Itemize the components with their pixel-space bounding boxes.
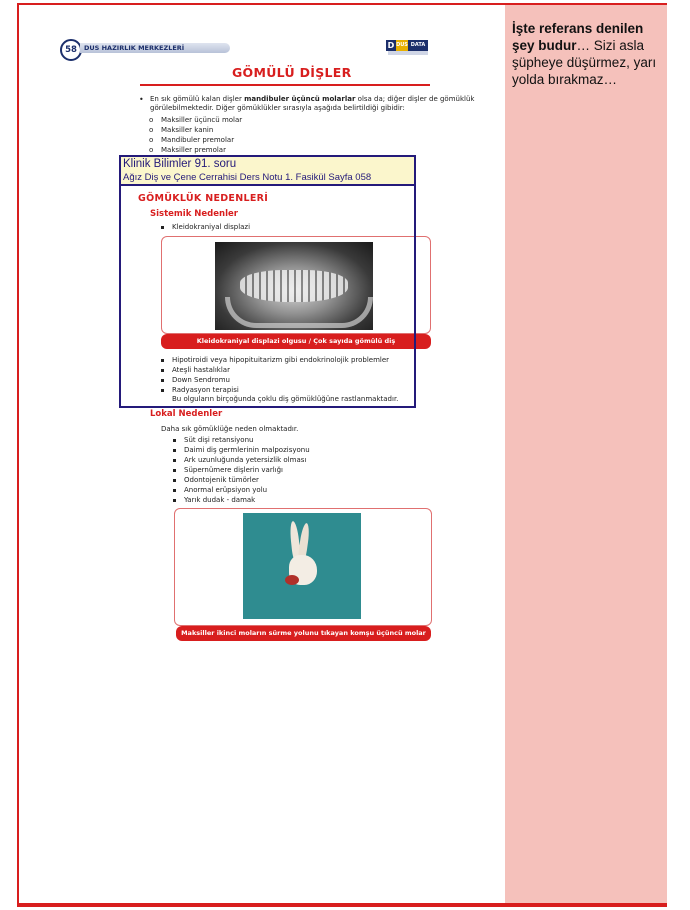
list-item: Hipotiroidi veya hipopituitarizm gibi endokrinolojik problemler xyxy=(172,356,390,364)
bottom-rule xyxy=(17,903,667,907)
list-item: Ateşli hastalıklar xyxy=(172,366,230,374)
reference-highlight-box xyxy=(119,155,416,408)
sidebar-panel xyxy=(505,5,667,903)
list-item: o Maksiller üçüncü molar xyxy=(161,116,242,125)
xray-caption: Kleidokraniyal displazi olgusu / Çok sayıda gömülü diş xyxy=(161,334,431,349)
extracted-tooth-photo xyxy=(243,513,361,619)
running-header-title: DUS HAZIRLIK MERKEZLERİ xyxy=(84,44,185,52)
list-item: Yarık dudak - damak xyxy=(184,496,256,504)
intro-paragraph: • En sık gömülü kalan dişler mandibuler üçüncü molarlar olsa da; diğer dişler de gömüklük xyxy=(150,95,474,104)
local-heading: Lokal Nedenler xyxy=(150,409,223,419)
sidebar-note: İşte referans denilen şey budur… Sizi asla şüpheye düşürmez, yarı yolda bırakmaz… xyxy=(512,21,657,87)
dusdata-logo: D DUS DATA xyxy=(386,38,430,56)
reference-question-label: Klinik Bilimler 91. soru xyxy=(123,158,237,170)
page-title: GÖMÜLÜ DİŞLER xyxy=(232,65,352,80)
section-heading: GÖMÜKLÜK NEDENLERİ xyxy=(138,193,269,204)
title-divider xyxy=(140,84,430,86)
list-item: Ark uzunluğunda yetersizlik olması xyxy=(184,456,307,464)
list-item: o Maksiller kanin xyxy=(161,126,213,135)
page-number: 58 xyxy=(60,39,82,61)
reference-source-label: Ağız Diş ve Çene Cerrahisi Ders Notu 1. Fasikül Sayfa 058 xyxy=(123,172,372,183)
local-intro: Daha sık gömüklüğe neden olmaktadır. xyxy=(161,425,299,433)
systemic-note: Bu olguların birçoğunda çoklu diş gömüklüğüne rastlanmaktadır. xyxy=(172,395,399,403)
intro-paragraph-line2: görülebilmektedir. Diğer gömüklükler sırasıyla aşağıda belirtildiği gibidir: xyxy=(150,104,405,112)
list-item: o Maksiller premolar xyxy=(161,146,226,155)
systemic-heading: Sistemik Nedenler xyxy=(150,209,238,219)
photo-caption: Maksiller ikinci moların sürme yolunu tıkayan komşu üçüncü molar diş xyxy=(176,626,431,641)
list-item: Down Sendromu xyxy=(172,376,230,384)
list-item: Odontojenik tümörler xyxy=(184,476,259,484)
list-item: Süt dişi retansiyonu xyxy=(184,436,254,444)
list-item: Anormal erüpsiyon yolu xyxy=(184,486,268,494)
list-item: Kleidokraniyal displazi xyxy=(172,223,251,231)
list-item: Daimi diş germlerinin malpozisyonu xyxy=(184,446,310,454)
list-item: Süpernümere dişlerin varlığı xyxy=(184,466,283,474)
list-item: o Mandibuler premolar xyxy=(161,136,234,145)
list-item: Radyasyon terapisi xyxy=(172,386,239,394)
